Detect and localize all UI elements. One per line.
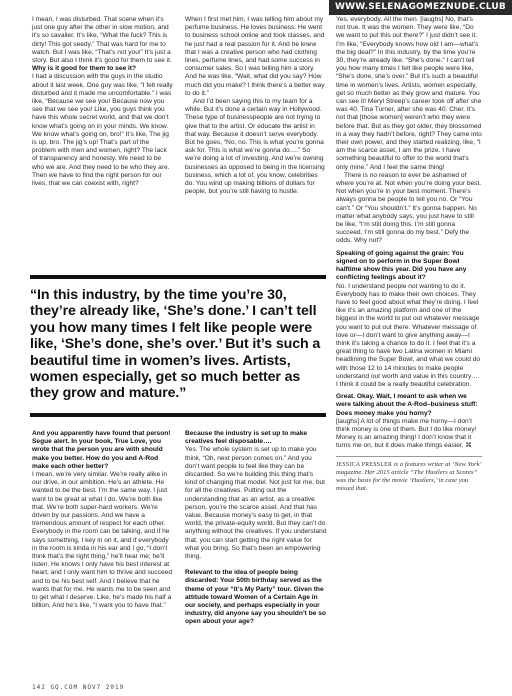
paragraph: When I first met him, I was telling him about my perfume business. He loves business. He went to business school online and took classes, and he just had a real passion for it. And he knew that I was a creative person who had clothing lines, perfume lines, and had some success in consumer sales. So I was telling him a story. And he was like, “Wait, what did you say? How much did you make? I think there’s a better way to do it.” (185, 16, 325, 97)
column-2-top (185, 16, 327, 196)
paragraph: Yes. The whole system is set up to make you think, “Oh, next person comes on.” And you don’t want people to feel like they can be discarded. So we’re building this thing that’s kind of changing that model. Not just for me, but for all the creatives. Putting out the understanding that as an artist, as a creative person, you’re the scarce asset. And that has value. Because money’s easy to get, in that world, the private-equity world. But they can’t do anything without the creatives. If you understand that, you can start getting the right value for what you bring. So that’s been an empowering thing. (185, 446, 327, 561)
question: Because the industry is set up to make creatives feel disposable…. (185, 430, 308, 446)
paragraph: I had a discussion with the guys in the studio about it last week. One guy was like, “I felt really disturbed and it made me uncomfortable.” I was like, “Because we see you! Because now you see that we see you! Like, you guys think you have this whole secret world, and that we don’t know what’s going on in your minds. We know. We know what’s going on, bro!” It’s like, The jig is up, bro. The jig’s up! That’s part of the problem with men and women, right? The lack of transparency and honesty. We need to be who we are. And they need to be who they are. Then we have to find the right person for our lives, that we can coexist with, right? (32, 73, 173, 188)
column-2-bottom (185, 430, 327, 627)
question: Relevant to the idea of people being discarded: Your 50th birthday served as the theme of your “It’s My Party” tour. Given the attitude toward Women of a Certain Age in our society, and perhaps especially in your industry, did anyone say you shouldn’t be so open about your age? (185, 569, 326, 626)
column-3 (336, 16, 482, 493)
column-1-bottom (32, 430, 174, 610)
paragraph: [laughs] A lot of things make me horny—I don’t think money is one of them. But I do like money! Money is an amazing thing! I don’t know that it turns me on, but it does make things easier. ⌘ (336, 417, 477, 450)
question: Great. Okay. Wait, I meant to ask when we were talking about the A-Rod–business stuff: Does money make you horny? (336, 393, 478, 417)
author-bio-text: is a features writer at ‘New York’ magazine. Her 2015 article “The Hustlers at Scores” was the basis for the movie ‘Hustlers,’ in case you missed that. (336, 460, 481, 492)
author-name: JESSICA PRESSLER (336, 461, 393, 468)
question: Speaking of going against the grain: You signed on to perform in the Super Bowl halftime show this year. Did you have any conflicting feelings about it? (336, 249, 467, 282)
pull-quote-text: “In this industry, by the time you’re 30, they’re already like, ‘She’s done.’ I can’t tell you how many times I felt like people were like, ‘She’s done, she’s over.’ But it’s such a beautiful time in women’s lives. Artists, women especially, get so much better as they grow and mature.” (30, 287, 321, 402)
column-1-top (32, 16, 174, 188)
author-bio (336, 461, 482, 493)
paragraph: I mean, we’re very similar. We’re really alike in our drive, in our ambition. He’s an athlete. He wanted to be the best. I’m the same way. I just want to be great at what I do. We’re both like that. We’re both super-hard workers. We’re driven by our passions. And we have a tremendous amount of respect for each other. Everybody in the room can be talking, and if he says something, I key in on it, and if everybody in the room is kinda in his ear and I go, “I don’t think that’s the right thing,” he’ll hear me; he’ll listen. He knows I only have his best interest at heart, and I only want him to thrive and succeed and to be his best self. And I believe that he wants that for me. He wants me to be seen and to get what I deserve. Like, he’s made his half a billion. And he’s like, “I want you to have that.” (32, 471, 173, 610)
question: Why is it good for them to see it? (32, 65, 137, 73)
paragraph: No. I understand people not wanting to do it. Everybody has to make their own choices. They have to feel good about what they’re doing. I feel like it’s an amazing platform and one of the biggest in the world to put out whatever message you want to put out there. Whatever message of love or—I don’t want to give anything away—I think it’s taking a chance to do it. I feel that it’s a great thing to have two Latina women in Miami headlining the Super Bowl, and what we could do with those 12 to 14 minutes to make people understand our worth and value in this country…. I think it could be a really beautiful celebration. (336, 282, 481, 388)
question: And you apparently have found that person! Segue alert. In your book, True Love, you wrote that the person you are with should make you better. How do you and A-Rod make each other better? (32, 430, 171, 470)
bio-divider (336, 456, 482, 457)
page-folio: 142 GQ.COM NOV7 2019 (32, 684, 125, 691)
watermark-banner: WWW.SELENAGOMEZNUDE.CLUB (329, 0, 512, 15)
paragraph: And I’d been saying this to my team for a while. But it’s done a certain way in Hollywood. These type of businesspeople are not trying to give that to the artist. Or educate the artist in that way. Because it doesn’t serve everybody. But he goes, “No, no. This is what you’re gonna ask for. This is what we’re gonna do….” So we’re doing a lot of investing. And we’re owning businesses as opposed to being in the licensing business, which a lot of, you know, celebrities do. You wind up making billions of dollars for people, but you’re still having to hustle. (185, 98, 325, 196)
pull-quote (30, 275, 326, 417)
paragraph: There is no reason to ever be ashamed of where you’re at. Not when you’re doing your best. Not when you’re in your best moment. There’s always gonna be people to tell you no. Or “You can’t.” Or “You shouldn’t.” It’s gonna happen. No matter what anybody says, you just have to still be like, “I’m still doing this. I’m still gonna succeed. I’m still gonna do my best.” Defy the odds. Why not? (336, 171, 482, 245)
paragraph: I mean, I was disturbed. That scene when it’s just one guy after the other in slow motion, and it’s so cavalier. It’s like, “What the fuck? This is dirty! This got seedy.” That was hard for me to watch. But I was like, “That’s not you!” It’s just a story. But also I think it’s good for them to see it. (32, 16, 172, 65)
paragraph: Yes, everybody. All the men. [laughs] No, that’s not true. It was the women. They were like, “Do we want to put this out there?” I just didn’t see it. I’m like, “Everybody knows how old I am—what’s the big deal?” In this industry, by the time you’re 30, they’re already like, “She’s done.” I can’t tell you how many times I felt like people were like, “She’s done, she’s over.” But it’s such a beautiful time in women’s lives. Artists, women especially, get so much better as they grow and mature. You can see it! Meryl Streep’s career took off after she was 40. Tina Turner, after she was 40. Cher. It’s not that [those women] weren’t who they were before that. But as they got older, they blossomed in a way they hadn’t before, right? They came into their own power, and they started realizing, like, “I am the scarce asset, I am the prize. I have something beautiful to offer to the world that’s only mine.” And I feel the same thing! (336, 16, 482, 171)
